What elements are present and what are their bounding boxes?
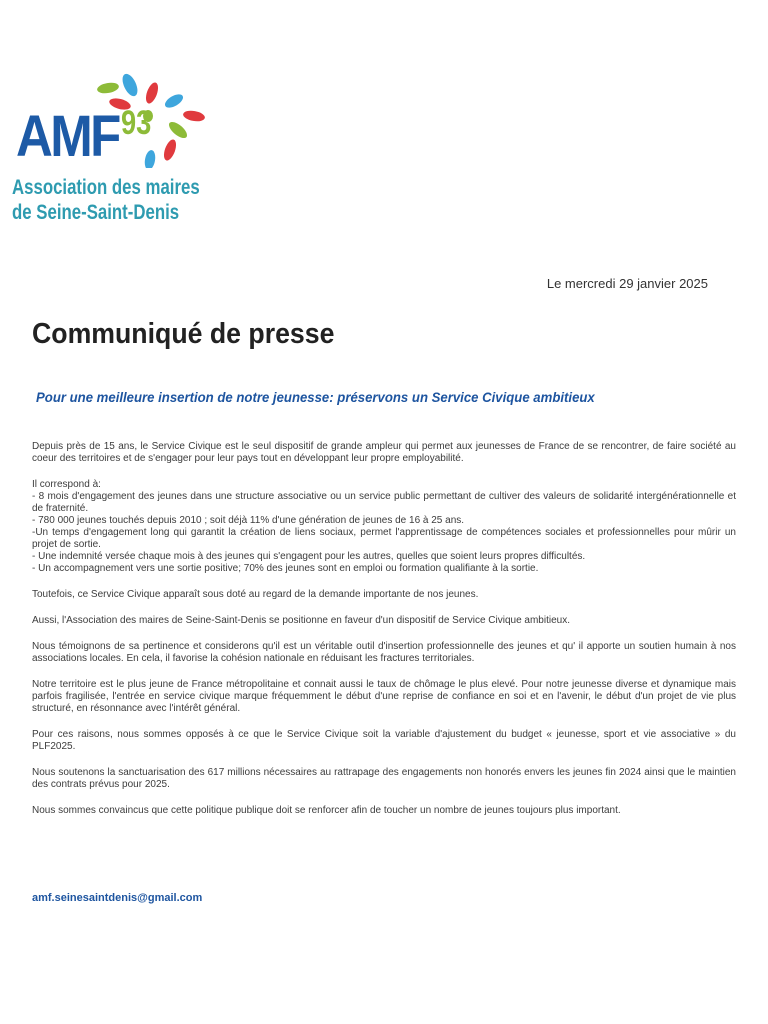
logo-name-line2: de Seine-Saint-Denis [12, 201, 180, 224]
paragraph: Nous soutenons la sanctuarisation des 617 millions nécessaires au rattrapage des engagements non honorés envers les jeunes fin 2024 ainsi que le maintien des contrats prévus pour 2025. [32, 767, 736, 790]
paragraph: Notre territoire est le plus jeune de France métropolitaine et connait aussi le taux de chômage le plus elevé. Pour notre jeunesse diverse et dynamique mais parfois fragilisée, l'entrée en service civique marque fréquemment le début d'une reprise de confiance en soi et en l'avenir, le début d'un projet de vie plus structuré, en résonnance avec l'intérêt général. [32, 679, 736, 714]
logo-number: 93 [121, 104, 152, 142]
release-subtitle: Pour une meilleure insertion de notre jeunesse: préservons un Service Civique ambitieux [36, 389, 595, 405]
paragraph: Pour ces raisons, nous sommes opposés à ce que le Service Civique soit la variable d'ajustement du budget « jeunesse, sport et vie associative » du PLF2025. [32, 729, 736, 752]
list-item: - Un accompagnement vers une sortie positive; 70% des jeunes sont en emploi ou formation qualifiante à la sortie. [32, 563, 539, 574]
page-title: Communiqué de presse [32, 318, 335, 350]
release-date: Le mercredi 29 janvier 2025 [546, 276, 708, 291]
amf93-logo [10, 68, 220, 228]
list-item: - 780 000 jeunes touchés depuis 2010 ; soit déjà 11% d'une génération de jeunes de 16 à 25 ans. [32, 515, 465, 526]
paragraph: Toutefois, ce Service Civique apparaît sous doté au regard de la demande importante de nos jeunes. [32, 589, 479, 600]
paragraph: Aussi, l'Association des maires de Seine-Saint-Denis se positionne en faveur d'un dispositif de Service Civique ambitieux. [32, 615, 570, 626]
release-body [32, 441, 736, 817]
list-item: -Un temps d'engagement long qui garantit la création de liens sociaux, permet l'apprentissage de compétences sociales et professionnelles pour mûrir un projet de sortie. [32, 527, 736, 550]
paragraph-intro: Depuis près de 15 ans, le Service Civique est le seul dispositif de grande ampleur qui permet aux jeunesses de France de se rencontrer, de faire société au coeur des territoires et de s'engager pour leur pays tout en développant leur propre employabilité. [32, 441, 736, 464]
logo-name-line1: Association des maires [12, 176, 200, 199]
contact-email-link[interactable]: amf.seinesaintdenis@gmail.com [32, 892, 203, 904]
list-item: - Une indemnité versée chaque mois à des jeunes qui s'engagent pour les autres, quelles que soient leurs propres difficultés. [32, 551, 586, 562]
list-item: - 8 mois d'engagement des jeunes dans une structure associative ou un service public permettant de cultiver des valeurs de solidarité intergénérationnelle et de fraternité. [32, 491, 736, 514]
paragraph: Nous sommes convaincus que cette politique publique doit se renforcer afin de toucher un nombre de jeunes toujours plus important. [32, 805, 621, 816]
logo-acronym: AMF [16, 104, 119, 169]
paragraph: Nous témoignons de sa pertinence et considerons qu'il est un véritable outil d'insertion professionnelle des jeunes et qu' il apporte un soutien humain à nos associations locales. En cela, il favorise la cohésion nationale en réduisant les fractures territoriales. [32, 641, 736, 664]
list-intro: Il correspond à: [32, 479, 101, 490]
